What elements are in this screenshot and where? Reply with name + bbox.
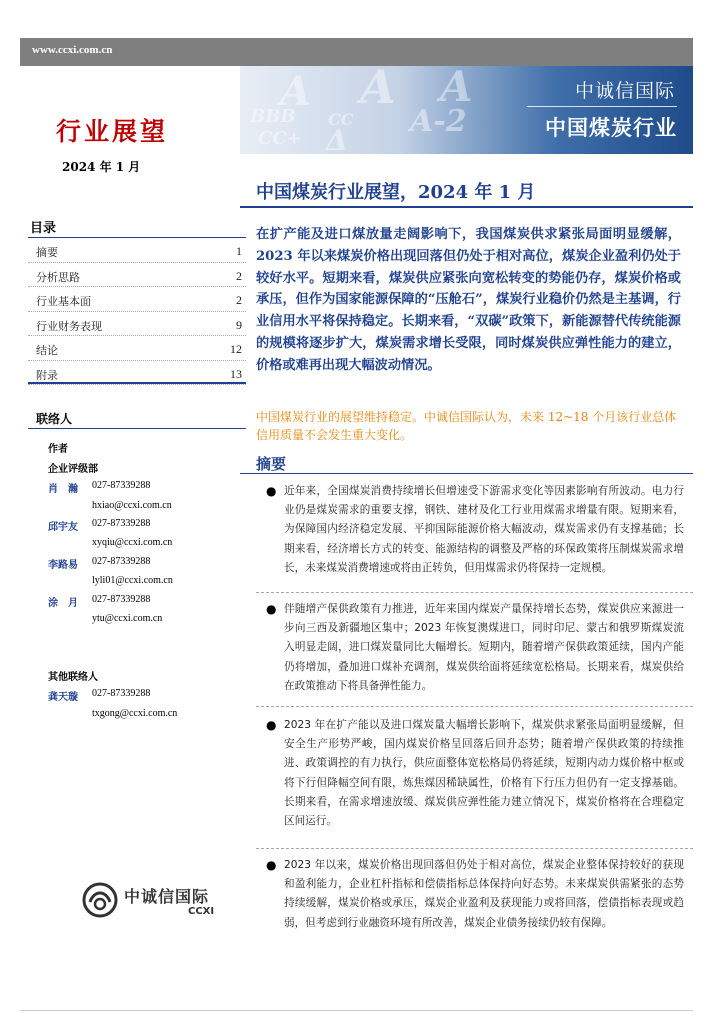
page-title: 中国煤炭行业展望，2024 年 1 月 [256,182,536,203]
other-contacts-label: 其他联络人 [48,672,98,683]
toc-item-page: 13 [230,366,242,381]
toc-item-label: 结论 [36,344,58,357]
top-bar [20,38,693,66]
abstract-paragraph: 伴随增产保供政策有力推进，近年来国内煤炭产量保持增长态势，煤炭供应来源进一步向三西及新疆地区集中；2023 年恢复澳煤进口，同时印尼、蒙古和俄罗斯煤炭流入明显走阔，进口煤炭量同比大幅增长。短期内，随着增产保供政策延续，国内产能仍将增加，叠加进口煤补充调剂，煤炭供给面将延续宽松格局。长期来看，煤炭供给在政策推动下将具备弹性能力。 [284,603,684,692]
paragraph-divider [256,848,693,849]
contact-name: 涂 月 [48,598,78,609]
page-bottom-rule [20,1010,693,1011]
contact-name: 邱宇友 [48,522,78,533]
abstract-paragraph: 2023 年以来，煤炭价格出现回落但仍处于相对高位，煤炭企业整体保持较好的获现和盈利能力，企业杠杆指标和偿债指标总体保持向好态势。未来煤炭供需紧张的态势持续缓解，煤炭价格或承压，煤炭企业盈利及获现能力或将回落，偿债指标表现或趋弱，但考虑到行业融资环境有所改善，煤炭企业债务接续仍较有保障。 [284,859,684,929]
contact-email[interactable]: ytu@ccxi.com.cn [92,613,163,624]
contacts-heading: 联络人 [36,412,73,426]
toc-item-label: 分析思路 [36,270,80,284]
header-banner [240,66,693,154]
toc-item-page: 2 [236,268,242,283]
table-of-contents [28,238,246,385]
toc-item-label: 附录 [36,368,58,382]
banner-industry: 中国煤炭行业 [545,115,677,140]
abstract-paragraph: 2023 年在扩产能以及进口煤炭量大幅增长影响下，煤炭供求紧张局面明显缓解，但安全生产形势严峻，国内煤炭价格呈回落后回升态势；随着增产保供政策的持续推进、政策调控的有力执行，供应面整体宽松格局仍将延续，短期内动力煤价格中枢或将下行但降幅空间有限，炼焦煤因稀缺属性，价格有下行压力但仍有一定支撑基础。长期来看，在需求增速放缓、煤炭供应弹性能力建立情况下，煤炭价格将在合理稳定区间运行。 [284,719,684,828]
report-date: 2024 年 1 月 [62,160,141,174]
contact-phone: 027-87339288 [92,480,151,491]
toc-item[interactable] [28,238,246,263]
toc-item-page: 12 [230,342,242,356]
banner-brand: 中诚信国际 [574,80,675,102]
bullet-icon: ● [266,602,277,616]
abstract-paragraph: 近年来，全国煤炭消费持续增长但增速受下游需求变化等因素影响有所波动。电力行业仍是煤炭需求的重要支撑，钢铁、建材及化工行业用煤需求增量有限。短期来看，为保障国内经济稳定发展、平抑国际能源价格大幅波动，煤炭需求仍有支撑基础；长期来看，经济增长方式的转变、能源结构的调整及严格的环保政策将压制煤炭需求增长，未来煤炭消费增速或将由正转负，但用煤需求仍将保持一定规模。 [284,485,684,574]
toc-bottom-rule [28,382,246,384]
banner-watermark-cc-plus: CC+ [258,128,302,149]
toc-item-label: 摘要 [36,246,58,259]
paragraph-divider [256,592,693,593]
ccxi-logo [80,880,240,920]
toc-item-page: 2 [236,293,242,307]
outlook-statement: 中国煤炭行业的展望维持稳定。中诚信国际认为，未来 12~18 个月该行业总体信用质量不会发生重大变化。 [256,410,677,442]
department-label: 企业评级部 [48,464,98,475]
abstract-heading: 摘要 [256,455,287,473]
toc-item-label: 行业基本面 [36,295,91,308]
site-url[interactable]: www.ccxi.com.cn [32,44,113,56]
lead-paragraph: 在扩产能及进口煤放量走阔影响下，我国煤炭供求紧张局面明显缓解，2023 年以来煤炭价格出现回落但仍处于相对高位，煤炭企业盈利仍处于较好水平。短期来看，煤炭供应紧张向宽松转变的势能仍存，煤炭价格或承压，但作为国家能源保障的“压舱石”，煤炭行业稳价仍然是主基调，行业信用水平将保持稳定。长期来看，“双碳”政策下，新能源替代传统能源的规模将逐步扩大，煤炭需求增长受限，同时煤炭供应弹性能力的建立，价格或难再出现大幅波动情况。 [256,227,681,373]
toc-item[interactable] [28,263,246,288]
contacts-rule [28,428,246,429]
contact-email[interactable]: txgong@ccxi.com.cn [92,708,178,719]
contact-name: 肖 瀚 [48,484,78,495]
abstract-rule [240,473,693,474]
contact-email[interactable]: lyli01@ccxi.com.cn [92,575,173,586]
bullet-icon: ● [266,718,277,732]
contact-phone: 027-87339288 [92,594,151,605]
logo-icon [80,880,120,920]
bullet-icon: ● [266,484,277,498]
contact-phone: 027-87339288 [92,518,151,529]
banner-separator [527,106,677,107]
banner-watermark-a2: A [360,66,396,114]
paragraph-divider [256,706,693,707]
logo-name: 中诚信国际 [124,887,210,906]
bullet-icon: ● [266,858,277,872]
banner-watermark-a: A [280,68,312,115]
banner-watermark-a-minus: A-2 [410,104,467,139]
toc-item[interactable] [28,312,246,337]
toc-heading: 目录 [30,221,57,236]
banner-watermark-delta: Δ [326,124,348,154]
contact-name: 龚天璇 [48,692,78,703]
contact-email[interactable]: hxiao@ccxi.com.cn [92,500,172,511]
logo-abbr: CCXI [188,906,215,917]
contact-email[interactable]: xyqiu@ccxi.com.cn [92,537,173,548]
toc-item-page: 1 [236,244,242,258]
report-type-label: 行业展望 [56,117,169,146]
contact-phone: 027-87339288 [92,556,151,567]
banner-watermark-cc: CC [328,110,354,129]
contact-phone: 027-87339288 [92,688,151,699]
banner-watermark-bbb: BBB [250,106,296,127]
toc-item[interactable] [28,336,246,361]
title-rule [240,206,693,208]
contact-name: 李路易 [48,560,78,571]
author-label: 作者 [48,444,68,455]
toc-item-page: 9 [236,317,242,332]
toc-item-label: 行业财务表现 [36,319,102,333]
toc-item[interactable] [28,287,246,312]
banner-watermark-a3: A [440,66,473,111]
